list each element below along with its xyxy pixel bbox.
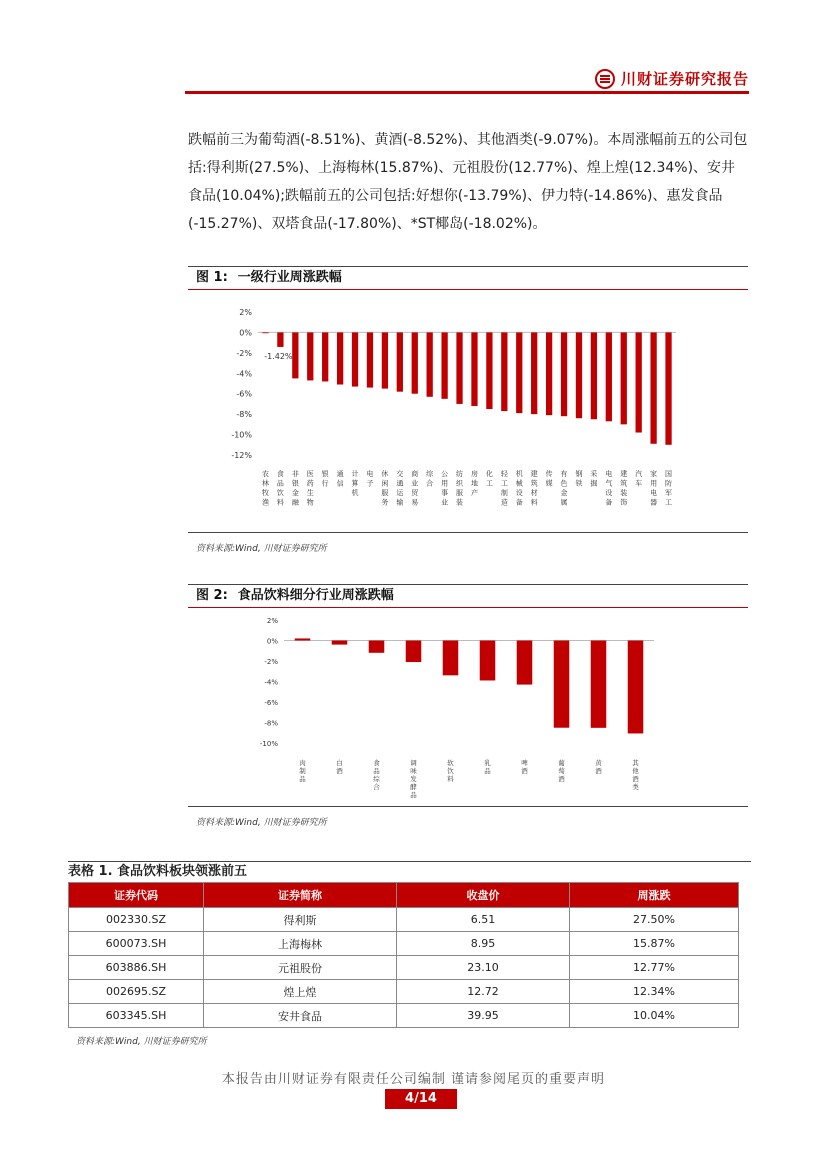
svg-text:综: 综 <box>426 470 434 478</box>
svg-text:电: 电 <box>605 470 613 478</box>
fig2-bar <box>480 641 496 681</box>
figure-2-chart <box>188 608 748 802</box>
fig1-bar <box>292 332 298 378</box>
svg-text:发: 发 <box>410 775 417 783</box>
svg-text:通: 通 <box>336 470 344 478</box>
svg-text:备: 备 <box>605 498 613 507</box>
figure-2-source: 资料来源:Wind, 川财证券研究所 <box>196 818 327 828</box>
fig1-y-tick-label: 0% <box>239 328 252 338</box>
fig1-x-tick-label <box>486 469 493 488</box>
fig2-x-tick-label <box>521 758 528 775</box>
fig1-x-tick-label <box>456 469 464 507</box>
svg-text:贸: 贸 <box>411 489 419 497</box>
fig1-bar <box>576 332 582 418</box>
table-header: 周涨跌 <box>570 883 739 908</box>
svg-text:软: 软 <box>447 759 454 767</box>
figure-2 <box>188 584 748 828</box>
svg-text:产: 产 <box>470 489 478 497</box>
svg-text:计: 计 <box>351 470 359 478</box>
fig1-y-tick-label: -12% <box>231 451 252 460</box>
svg-text:闲: 闲 <box>381 479 389 488</box>
table-cell: 23.10 <box>397 956 570 980</box>
figure-1-chart <box>188 290 748 528</box>
table-row <box>69 956 739 980</box>
svg-text:合: 合 <box>426 479 434 488</box>
svg-text:气: 气 <box>605 479 613 488</box>
figure-2-title: 食品饮料细分行业周涨跌幅 <box>237 588 394 603</box>
svg-text:传: 传 <box>545 470 553 478</box>
fig1-bar <box>441 332 447 398</box>
svg-text:品: 品 <box>276 479 284 488</box>
table-cell: 8.95 <box>397 932 570 956</box>
fig2-bar <box>369 641 385 653</box>
table-cell: 002695.SZ <box>69 980 204 1004</box>
svg-text:装: 装 <box>620 489 628 497</box>
fig2-y-tick-label: 2% <box>266 617 278 625</box>
svg-text:料: 料 <box>530 498 538 507</box>
svg-text:料: 料 <box>276 498 284 507</box>
fig2-x-tick-label <box>558 758 565 783</box>
fig2-bar <box>628 641 644 734</box>
svg-text:用: 用 <box>650 479 658 488</box>
fig1-data-label: -1.42% <box>264 351 293 361</box>
svg-text:纺: 纺 <box>456 470 464 478</box>
fig1-bar <box>352 332 358 386</box>
fig1-bar <box>456 332 462 404</box>
svg-text:融: 融 <box>291 498 299 507</box>
table-cell: 15.87% <box>570 932 739 956</box>
fig1-bar <box>636 332 642 432</box>
table-row <box>69 1004 739 1028</box>
svg-text:肉: 肉 <box>299 759 306 767</box>
fig1-bar <box>561 332 567 416</box>
svg-text:事: 事 <box>441 489 449 497</box>
fig1-bar <box>367 332 373 387</box>
svg-text:合: 合 <box>373 783 380 791</box>
fig1-bar <box>650 332 656 443</box>
fig1-x-tick-label <box>531 469 538 507</box>
svg-text:轻: 轻 <box>500 470 508 478</box>
table-cell: 6.51 <box>397 908 570 932</box>
fig2-x-tick-label <box>373 758 380 791</box>
table-header: 证券代码 <box>69 883 204 908</box>
fig1-bar <box>397 332 403 391</box>
fig1-x-tick-label <box>516 469 523 507</box>
fig1-x-tick-label <box>590 469 597 488</box>
svg-text:材: 材 <box>530 489 538 497</box>
fig1-bar <box>621 332 627 424</box>
svg-text:渔: 渔 <box>261 498 269 507</box>
svg-text:军: 军 <box>665 489 673 497</box>
svg-text:易: 易 <box>411 498 419 507</box>
brand-name: 川财证券研究报告 <box>620 70 749 88</box>
figure-1 <box>188 266 748 554</box>
svg-text:钢: 钢 <box>575 470 583 478</box>
svg-text:子: 子 <box>366 479 374 488</box>
fig1-x-tick-label <box>396 469 404 507</box>
svg-text:器: 器 <box>650 498 658 507</box>
fig2-y-tick-label: -6% <box>264 699 278 707</box>
svg-text:行: 行 <box>321 479 329 488</box>
figure-1-title: 一级行业周涨跌幅 <box>237 270 342 285</box>
table-row <box>69 980 739 1004</box>
fig1-x-tick-label <box>411 469 419 507</box>
fig2-bar <box>554 641 570 728</box>
fig1-bar <box>262 332 268 333</box>
svg-text:家: 家 <box>650 470 658 478</box>
fig1-x-tick-label <box>665 469 672 507</box>
svg-text:啤: 啤 <box>521 759 528 767</box>
svg-text:采: 采 <box>590 470 598 478</box>
fig1-bar <box>546 332 552 415</box>
svg-text:他: 他 <box>632 767 639 775</box>
header-brand <box>595 68 749 89</box>
page-number: 4/14 <box>385 1089 457 1109</box>
fig2-bar <box>332 641 348 645</box>
svg-text:装: 装 <box>456 498 464 507</box>
fig1-x-tick-label <box>605 469 612 507</box>
svg-text:地: 地 <box>470 479 478 488</box>
svg-text:银: 银 <box>291 479 299 488</box>
figure-1-chart-area <box>188 290 748 533</box>
svg-text:饮: 饮 <box>447 767 454 775</box>
svg-text:造: 造 <box>500 498 508 507</box>
svg-text:设: 设 <box>605 489 613 497</box>
svg-text:综: 综 <box>373 775 380 783</box>
svg-text:设: 设 <box>515 489 523 497</box>
data-table <box>68 882 739 1028</box>
svg-text:饰: 饰 <box>620 498 628 507</box>
fig1-y-tick-label: 2% <box>239 308 252 317</box>
table-title: 表格 1. 食品饮料板块领涨前五 <box>68 861 751 882</box>
svg-text:品: 品 <box>299 775 306 783</box>
svg-text:食: 食 <box>276 470 284 478</box>
figure-1-label: 图 1: <box>196 270 228 285</box>
figure-2-title-bar <box>188 584 748 608</box>
table-cell: 煌上煌 <box>204 980 397 1004</box>
fig2-x-tick-label <box>410 759 417 799</box>
svg-text:业: 业 <box>411 479 419 488</box>
fig1-x-tick-label <box>426 469 434 488</box>
fig2-bar <box>295 638 311 640</box>
brand-logo-icon <box>595 69 615 89</box>
svg-text:公: 公 <box>441 470 449 478</box>
fig1-bar <box>516 332 522 413</box>
table-cell: 得利斯 <box>204 908 397 932</box>
svg-text:酒: 酒 <box>336 767 343 775</box>
svg-text:饮: 饮 <box>276 489 284 497</box>
table-cell: 39.95 <box>397 1004 570 1028</box>
svg-text:品: 品 <box>410 791 417 799</box>
svg-text:料: 料 <box>447 775 454 783</box>
svg-text:备: 备 <box>515 498 523 507</box>
svg-text:机: 机 <box>351 489 359 497</box>
svg-text:业: 业 <box>441 498 449 507</box>
svg-text:金: 金 <box>291 489 299 497</box>
fig2-y-tick-label: -4% <box>264 678 278 687</box>
fig1-bar <box>337 332 343 384</box>
svg-text:工: 工 <box>665 498 673 507</box>
svg-text:运: 运 <box>396 489 404 497</box>
svg-text:酵: 酵 <box>410 783 417 791</box>
svg-text:药: 药 <box>306 479 314 488</box>
svg-text:林: 林 <box>261 479 269 488</box>
svg-text:农: 农 <box>261 470 269 478</box>
svg-text:车: 车 <box>635 479 643 488</box>
fig1-x-tick-label <box>292 469 300 507</box>
svg-text:非: 非 <box>291 470 299 478</box>
svg-text:金: 金 <box>560 489 568 497</box>
table-source: 资料来源:Wind, 川财证券研究所 <box>76 1037 207 1047</box>
table-cell: 002330.SZ <box>69 908 204 932</box>
fig1-bar <box>307 332 313 380</box>
svg-text:调: 调 <box>410 759 417 767</box>
fig2-x-tick-label <box>484 758 491 775</box>
fig1-bar <box>412 332 418 393</box>
svg-text:建: 建 <box>620 470 628 478</box>
svg-text:牧: 牧 <box>261 489 269 497</box>
table-cell: 10.04% <box>570 1004 739 1028</box>
fig1-y-tick-label: -8% <box>236 410 252 420</box>
figure-2-label: 图 2: <box>196 588 228 603</box>
body-paragraph: 跌幅前三为葡萄酒(-8.51%)、黄酒(-8.52%)、其他酒类(-9.07%)。本周涨幅前五的公司包括:得利斯(27.5%)、上海梅林(15.87%)、元祖股份(12.77%)、煌上煌(12.34%)、安井食品(10.04%);跌幅前五的公司包括:好想你(-13.79%)、伊力特(-14.86%)、惠发食品(-15.27%)、双塔食品(-17.80%)、*ST椰岛(-18.02%)。 <box>188 132 748 232</box>
fig1-bar <box>382 332 388 388</box>
fig2-y-tick-label: -2% <box>264 658 278 666</box>
fig1-x-tick-label <box>501 469 509 507</box>
fig1-bar <box>591 332 597 419</box>
fig1-x-tick-label <box>650 469 657 507</box>
fig1-bar <box>531 332 537 414</box>
fig1-x-tick-label <box>381 469 388 507</box>
table-header: 收盘价 <box>397 883 570 908</box>
table-cell: 600073.SH <box>69 932 204 956</box>
svg-text:酒: 酒 <box>632 775 639 783</box>
fig1-x-tick-label <box>352 469 359 497</box>
fig1-x-tick-label <box>322 469 329 488</box>
fig1-bar <box>665 332 671 444</box>
svg-text:味: 味 <box>410 767 417 775</box>
table-cell: 上海梅林 <box>204 932 397 956</box>
fig2-bar <box>517 641 533 685</box>
svg-text:服: 服 <box>456 489 464 497</box>
svg-text:输: 输 <box>396 498 404 507</box>
fig1-y-tick-label: -4% <box>236 369 252 379</box>
fig1-bar <box>427 332 433 396</box>
svg-text:工: 工 <box>485 479 493 488</box>
fig1-bar <box>471 332 477 406</box>
svg-text:品: 品 <box>373 767 380 775</box>
table-cell: 12.77% <box>570 956 739 980</box>
table-cell: 12.34% <box>570 980 739 1004</box>
svg-text:品: 品 <box>484 767 491 775</box>
svg-text:用: 用 <box>441 479 449 488</box>
table-cell: 12.72 <box>397 980 570 1004</box>
svg-text:电: 电 <box>650 489 658 497</box>
svg-text:其: 其 <box>632 759 639 767</box>
fig2-y-tick-label: 0% <box>266 637 278 646</box>
svg-text:酒: 酒 <box>595 767 602 775</box>
svg-text:制: 制 <box>500 489 508 497</box>
svg-text:电: 电 <box>366 470 374 478</box>
svg-text:服: 服 <box>381 489 389 497</box>
table-cell: 元祖股份 <box>204 956 397 980</box>
svg-text:酒: 酒 <box>521 767 528 775</box>
svg-text:生: 生 <box>306 489 314 497</box>
fig2-x-tick-label <box>632 758 639 791</box>
fig1-x-tick-label <box>277 469 284 507</box>
fig1-y-tick-label: -2% <box>236 348 252 358</box>
fig1-x-tick-label <box>471 469 478 497</box>
fig2-x-tick-label <box>447 758 454 783</box>
svg-text:有: 有 <box>560 470 568 478</box>
figure-1-source: 资料来源:Wind, 川财证券研究所 <box>196 544 327 554</box>
svg-text:色: 色 <box>560 479 568 488</box>
fig1-bar <box>501 332 507 411</box>
fig1-y-tick-label: -6% <box>236 389 252 399</box>
fig1-x-tick-label <box>546 469 553 488</box>
svg-text:掘: 掘 <box>590 479 598 488</box>
table-cell: 603345.SH <box>69 1004 204 1028</box>
svg-text:筑: 筑 <box>620 479 628 488</box>
svg-text:工: 工 <box>500 479 508 488</box>
fig1-x-tick-label <box>561 469 568 507</box>
fig1-x-tick-label <box>441 470 448 507</box>
table-header: 证券简称 <box>204 883 397 908</box>
fig1-bar <box>486 332 492 409</box>
fig2-y-tick-label: -10% <box>259 740 278 748</box>
svg-text:乳: 乳 <box>484 759 491 767</box>
table-cell: 27.50% <box>570 908 739 932</box>
fig1-x-tick-label <box>307 470 314 507</box>
footer-disclaimer: 本报告由川财证券有限责任公司编制 谨请参阅尾页的重要声明 <box>221 1072 606 1087</box>
table-cell: 安井食品 <box>204 1004 397 1028</box>
table-row <box>69 908 739 932</box>
fig1-bar <box>606 332 612 421</box>
svg-text:酒: 酒 <box>558 775 565 783</box>
svg-text:械: 械 <box>515 479 523 488</box>
figure-1-title-bar <box>188 266 748 290</box>
svg-text:商: 商 <box>411 470 419 478</box>
table-section <box>68 861 751 1047</box>
fig1-bar <box>322 332 328 381</box>
svg-text:算: 算 <box>351 479 359 488</box>
fig1-x-tick-label <box>575 469 582 488</box>
svg-text:化: 化 <box>485 470 493 478</box>
header-rule <box>185 91 749 94</box>
svg-text:医: 医 <box>306 470 314 478</box>
svg-text:信: 信 <box>336 479 344 488</box>
fig2-y-tick-label: -8% <box>264 719 278 728</box>
fig2-bar <box>406 641 422 663</box>
svg-text:萄: 萄 <box>558 767 565 775</box>
table-cell: 603886.SH <box>69 956 204 980</box>
fig2-x-tick-label <box>299 758 306 783</box>
svg-text:属: 属 <box>560 498 568 507</box>
figure-2-chart-area <box>188 608 748 807</box>
fig2-bar <box>443 641 459 676</box>
svg-text:葡: 葡 <box>558 759 565 767</box>
svg-text:类: 类 <box>632 783 639 791</box>
svg-text:银: 银 <box>321 470 329 478</box>
svg-text:机: 机 <box>515 470 523 478</box>
table-header-row <box>69 883 739 908</box>
svg-text:国: 国 <box>665 470 673 478</box>
fig1-x-tick-label <box>262 469 269 507</box>
fig1-bar <box>277 332 283 347</box>
svg-text:交: 交 <box>396 470 404 478</box>
svg-text:汽: 汽 <box>635 470 643 478</box>
svg-text:黄: 黄 <box>595 759 602 767</box>
table-row <box>69 932 739 956</box>
svg-text:物: 物 <box>306 498 314 507</box>
svg-text:房: 房 <box>470 470 478 478</box>
svg-text:防: 防 <box>665 479 673 488</box>
fig1-x-tick-label <box>620 469 627 507</box>
fig2-bar <box>591 641 607 728</box>
svg-text:建: 建 <box>530 470 538 478</box>
svg-text:制: 制 <box>299 767 306 775</box>
fig1-y-tick-label: -10% <box>231 430 252 440</box>
fig1-x-tick-label <box>366 469 373 488</box>
fig2-x-tick-label <box>336 758 343 775</box>
fig1-x-tick-label <box>635 469 642 488</box>
svg-text:白: 白 <box>336 759 343 767</box>
svg-text:铁: 铁 <box>575 479 583 488</box>
fig1-x-tick-label <box>337 469 344 488</box>
svg-text:食: 食 <box>373 759 380 767</box>
svg-text:筑: 筑 <box>530 479 538 488</box>
svg-text:务: 务 <box>381 498 389 507</box>
svg-text:休: 休 <box>381 470 389 478</box>
svg-text:媒: 媒 <box>545 479 553 488</box>
fig2-x-tick-label <box>595 758 602 775</box>
svg-text:织: 织 <box>456 479 464 488</box>
svg-text:通: 通 <box>396 479 404 488</box>
